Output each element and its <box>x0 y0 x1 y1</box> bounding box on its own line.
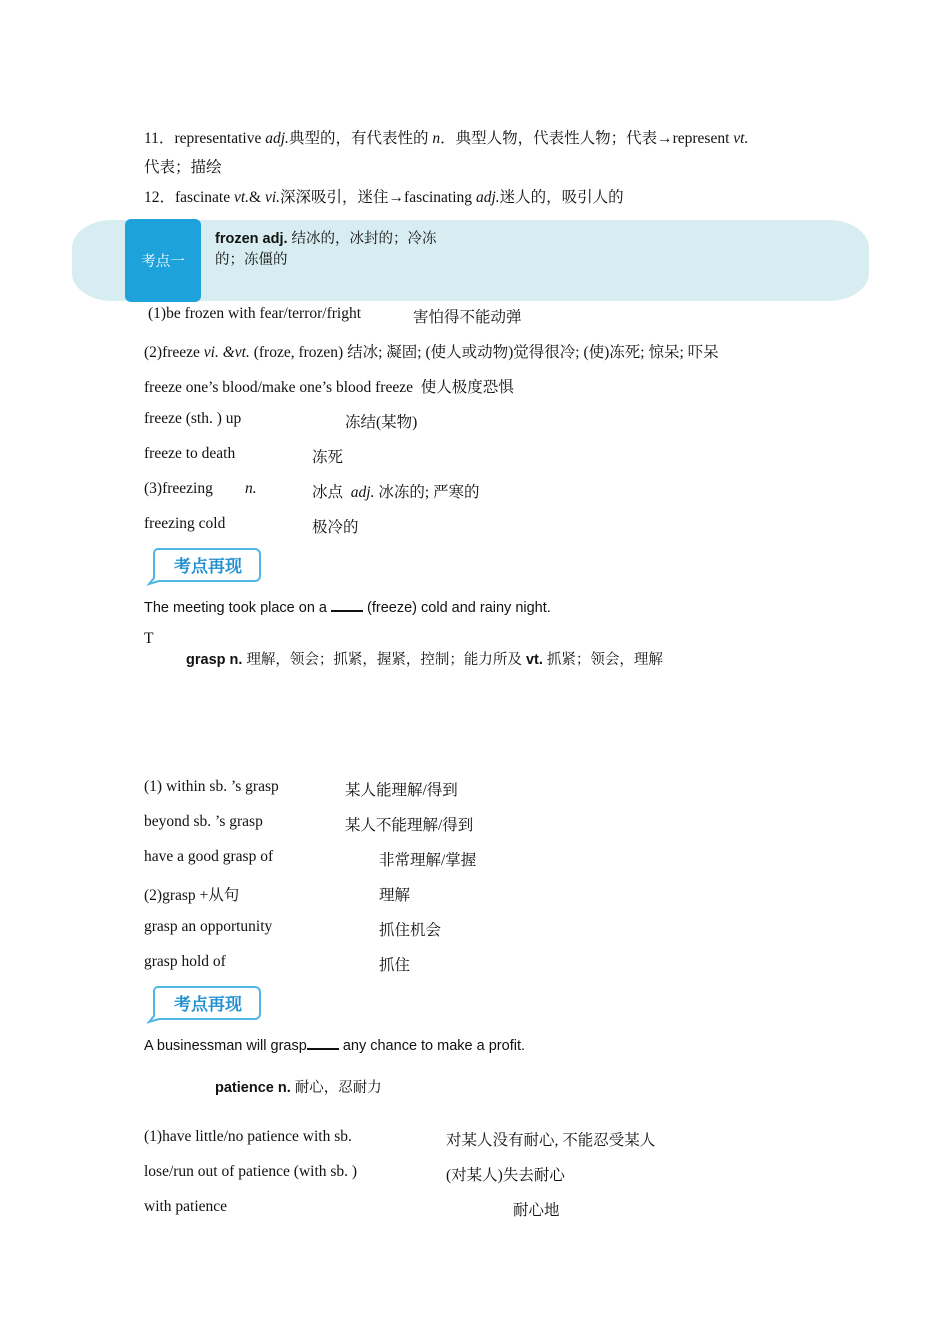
exercise-sentence: A businessman will grasp any chance to make a profit. <box>144 1038 525 1054</box>
phrase-meaning: 抓住机会 <box>379 922 442 939</box>
phrase-meaning: 抓住 <box>379 957 411 974</box>
vocab-line-11: 11．representative adj.典型的，有代表性的 n．典型人物，代表性人物；代表→represent vt. <box>144 130 749 147</box>
phrase-meaning: 冰点 adj. 冰冻的; 严寒的 <box>312 484 480 501</box>
phrase-row: with patience <box>144 1198 228 1215</box>
reappear-label <box>145 546 265 586</box>
phrase-meaning: 冻死 <box>312 449 344 466</box>
phrase-row: (1)have little/no patience with sb. <box>144 1128 352 1145</box>
vocab-line-12: 12．fascinate vt.& vi.深深吸引，迷住→fascinating adj.迷人的，吸引人的 <box>144 189 624 206</box>
exercise-sentence: The meeting took place on a (freeze) cold and rainy night. <box>144 600 551 616</box>
phrase-row: lose/run out of patience (with sb. ) <box>144 1163 358 1180</box>
reappear-label-text: 考点再现 <box>174 557 242 577</box>
answer-blank[interactable] <box>307 1036 339 1050</box>
arrow-icon: → <box>388 189 405 206</box>
phrase-row: freeze to death <box>144 445 236 462</box>
reappear-label <box>145 984 265 1024</box>
phrase-row: freezing cold <box>144 515 226 532</box>
point-heading-patience: patience n. 耐心，忍耐力 <box>215 1080 382 1096</box>
phrase-row: grasp an opportunity <box>144 918 273 935</box>
phrase-row: have a good grasp of <box>144 848 274 865</box>
phrase-row: (1)be frozen with fear/terror/fright <box>148 305 362 322</box>
phrase-row: (2)grasp +从句 <box>144 887 240 904</box>
phrase-meaning: 冻结(某物) <box>345 414 418 431</box>
arrow-icon: → <box>657 130 673 147</box>
phrase-row: beyond sb. ’s grasp <box>144 813 263 830</box>
phrase-row: grasp hold of <box>144 953 226 970</box>
phrase-meaning: 对某人没有耐心, 不能忍受某人 <box>446 1132 656 1149</box>
phrase-row: (3)freezing <box>144 480 213 497</box>
point-heading-grasp: grasp n. 理解，领会；抓紧，握紧，控制；能力所及 vt. 抓紧；领会，理解 <box>186 652 663 668</box>
phrase-row: freeze one’s blood/make one’s blood freeze 使人极度恐惧 <box>144 379 514 396</box>
phrase-row: (1) within sb. ’s grasp <box>144 778 279 795</box>
phrase-meaning: 某人能理解/得到 <box>345 782 458 799</box>
phrase-meaning: 理解 <box>379 887 411 904</box>
vocab-line-11-cont: 代表；描绘 <box>144 159 222 176</box>
answer-blank[interactable] <box>331 598 363 612</box>
point-heading-frozen: frozen adj. 结冰的，冰封的；冷冻 <box>215 231 437 247</box>
phrase-meaning: 害怕得不能动弹 <box>413 309 522 326</box>
phrase-pos: n. <box>245 480 257 497</box>
phrase-meaning: 非常理解/掌握 <box>379 852 477 869</box>
point-badge: 考点一 <box>125 219 201 302</box>
phrase-meaning: 某人不能理解/得到 <box>345 817 474 834</box>
stray-letter: T <box>144 630 154 647</box>
phrase-meaning: 极冷的 <box>312 519 359 536</box>
reappear-label-text: 考点再现 <box>174 995 242 1015</box>
phrase-row: (2)freeze vi. &vt. (froze, frozen) 结冰; 凝固; (使人或动物)觉得很冷; (使)冻死; 惊呆; 吓呆 <box>144 344 719 361</box>
point-heading-frozen-cont: 的；冻僵的 <box>215 252 288 268</box>
phrase-meaning: (对某人)失去耐心 <box>446 1167 565 1184</box>
phrase-meaning: 耐心地 <box>513 1202 560 1219</box>
phrase-row: freeze (sth. ) up <box>144 410 242 427</box>
